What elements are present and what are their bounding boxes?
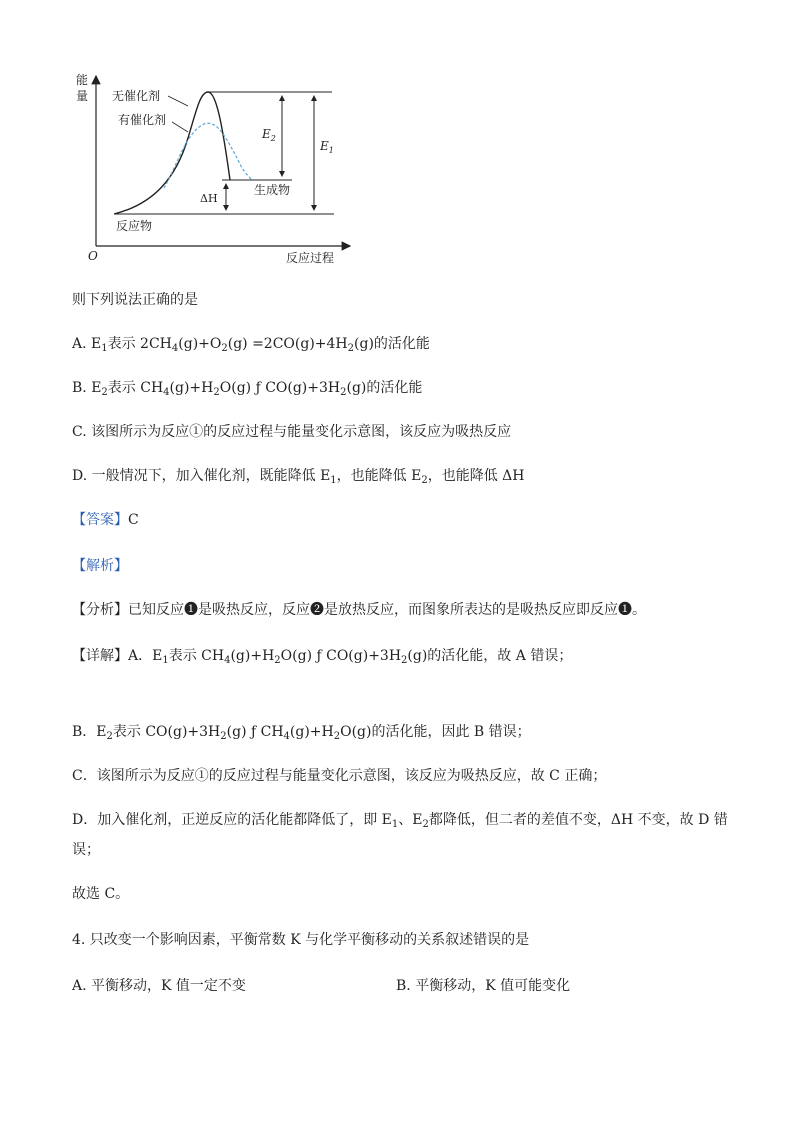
sub: 2: [347, 343, 355, 354]
text: O(g)的活化能，因此 B 错误；: [340, 724, 531, 740]
fenxi-line: [72, 600, 646, 620]
text: 表示 2CH: [107, 336, 172, 352]
question-stem: 则下列说法正确的是: [72, 292, 198, 308]
text: 表示 CH: [107, 380, 164, 396]
text: (g)的活化能，故 A 错误；: [407, 648, 573, 664]
text: B．E: [72, 724, 107, 740]
text: (g)+H: [169, 380, 214, 396]
option-c: C. 该图所示为反应①的反应过程与能量变化示意图，该反应为吸热反应: [72, 424, 512, 440]
sub: 2: [333, 731, 341, 742]
origin-label: O: [88, 249, 98, 263]
energy-diagram-svg: [64, 68, 364, 268]
sub: 1: [162, 655, 169, 666]
detail-b: [72, 722, 531, 742]
sub: 1: [330, 475, 337, 486]
text: ，也能降低 E: [336, 468, 422, 484]
detail-d-cont: 误；: [72, 842, 100, 858]
text: B. E: [72, 380, 102, 396]
fenxi-text: 已知反应❶是吸热反应，反应❷是放热反应，而图象所表达的是吸热反应即反应❶。: [128, 602, 646, 618]
text: (g)+H: [230, 648, 275, 664]
answer-value: C: [128, 512, 139, 528]
text: (g) ƒ CH: [226, 724, 284, 740]
sub: 2: [401, 655, 408, 666]
sub: 2: [106, 731, 113, 742]
option-b: [72, 378, 422, 398]
text: 、E: [398, 812, 423, 828]
sub: 4: [283, 731, 290, 742]
product-label: 生成物: [254, 183, 291, 197]
sub: 2: [422, 819, 429, 830]
energy-diagram: [64, 68, 364, 268]
detail-d: [72, 810, 728, 830]
sub: 4: [163, 387, 170, 398]
sub: 2: [340, 387, 347, 398]
option-a: [72, 334, 430, 354]
sub: 2: [421, 475, 428, 486]
leader-no-catalyst: [168, 96, 188, 106]
detail-a: [72, 646, 572, 666]
conclusion: 故选 C。: [72, 886, 130, 902]
text: D. 一般情况下，加入催化剂，既能降低 E: [72, 468, 331, 484]
question4-stem: 4. 只改变一个影响因素，平衡常数 K 与化学平衡移动的关系叙述错误的是: [72, 932, 530, 948]
text: (g)+O: [178, 336, 222, 352]
text: (g)的活化能: [354, 336, 430, 352]
analysis-tag: [72, 556, 128, 576]
q4-option-a: A. 平衡移动，K 值一定不变: [72, 978, 246, 994]
answer-line: [72, 510, 139, 530]
y-axis-label: 能量: [76, 73, 89, 103]
q4-option-b: B. 平衡移动，K 值可能变化: [396, 978, 571, 994]
text: ，也能降低 ΔH: [427, 468, 525, 484]
answer-tag: 【答案】: [72, 512, 128, 528]
text: 都降低，但二者的差值不变，ΔH 不变，故 D 错: [428, 812, 728, 828]
e2-label: $E_2$: [262, 127, 276, 143]
sub: 2: [101, 387, 108, 398]
option-d: [72, 466, 525, 486]
e1-label: $E_1$: [320, 139, 334, 155]
sub: 2: [274, 655, 281, 666]
text: (g)的活化能: [346, 380, 423, 396]
text: (g) =2CO(g)+4H: [227, 336, 348, 352]
text: O(g) ƒ CO(g)+3H: [280, 648, 402, 664]
leader-catalyst: [172, 122, 188, 132]
sub: 1: [101, 343, 108, 354]
text: A. E: [72, 336, 102, 352]
curve-catalyst: [164, 123, 252, 188]
text: 表示 CH: [168, 648, 225, 664]
label-no-catalyst: 无催化剂: [112, 89, 161, 103]
text: 表示 CO(g)+3H: [112, 724, 221, 740]
detail-c: C．该图所示为反应①的反应过程与能量变化示意图，该反应为吸热反应，故 C 正确；: [72, 768, 607, 784]
fenxi-tag: 【分析】: [72, 602, 128, 618]
dh-label: ΔH: [200, 192, 218, 205]
sub: 2: [220, 731, 227, 742]
text: A．E: [128, 648, 163, 664]
label-catalyst: 有催化剂: [118, 113, 167, 127]
sub: 2: [213, 387, 220, 398]
reactant-label: 反应物: [116, 219, 153, 233]
text: O(g) ƒ CO(g)+3H: [219, 380, 341, 396]
sub: 4: [224, 655, 231, 666]
sub: 4: [171, 343, 179, 354]
analysis-tag-text: 【解析】: [72, 558, 128, 574]
text: (g)+H: [289, 724, 334, 740]
detail-tag: 【详解】: [72, 648, 128, 664]
sub: 2: [221, 343, 228, 354]
x-axis-label: 反应过程: [286, 251, 335, 265]
text: D．加入催化剂，正逆反应的活化能都降低了，即 E: [72, 812, 392, 828]
sub: 1: [391, 819, 399, 830]
